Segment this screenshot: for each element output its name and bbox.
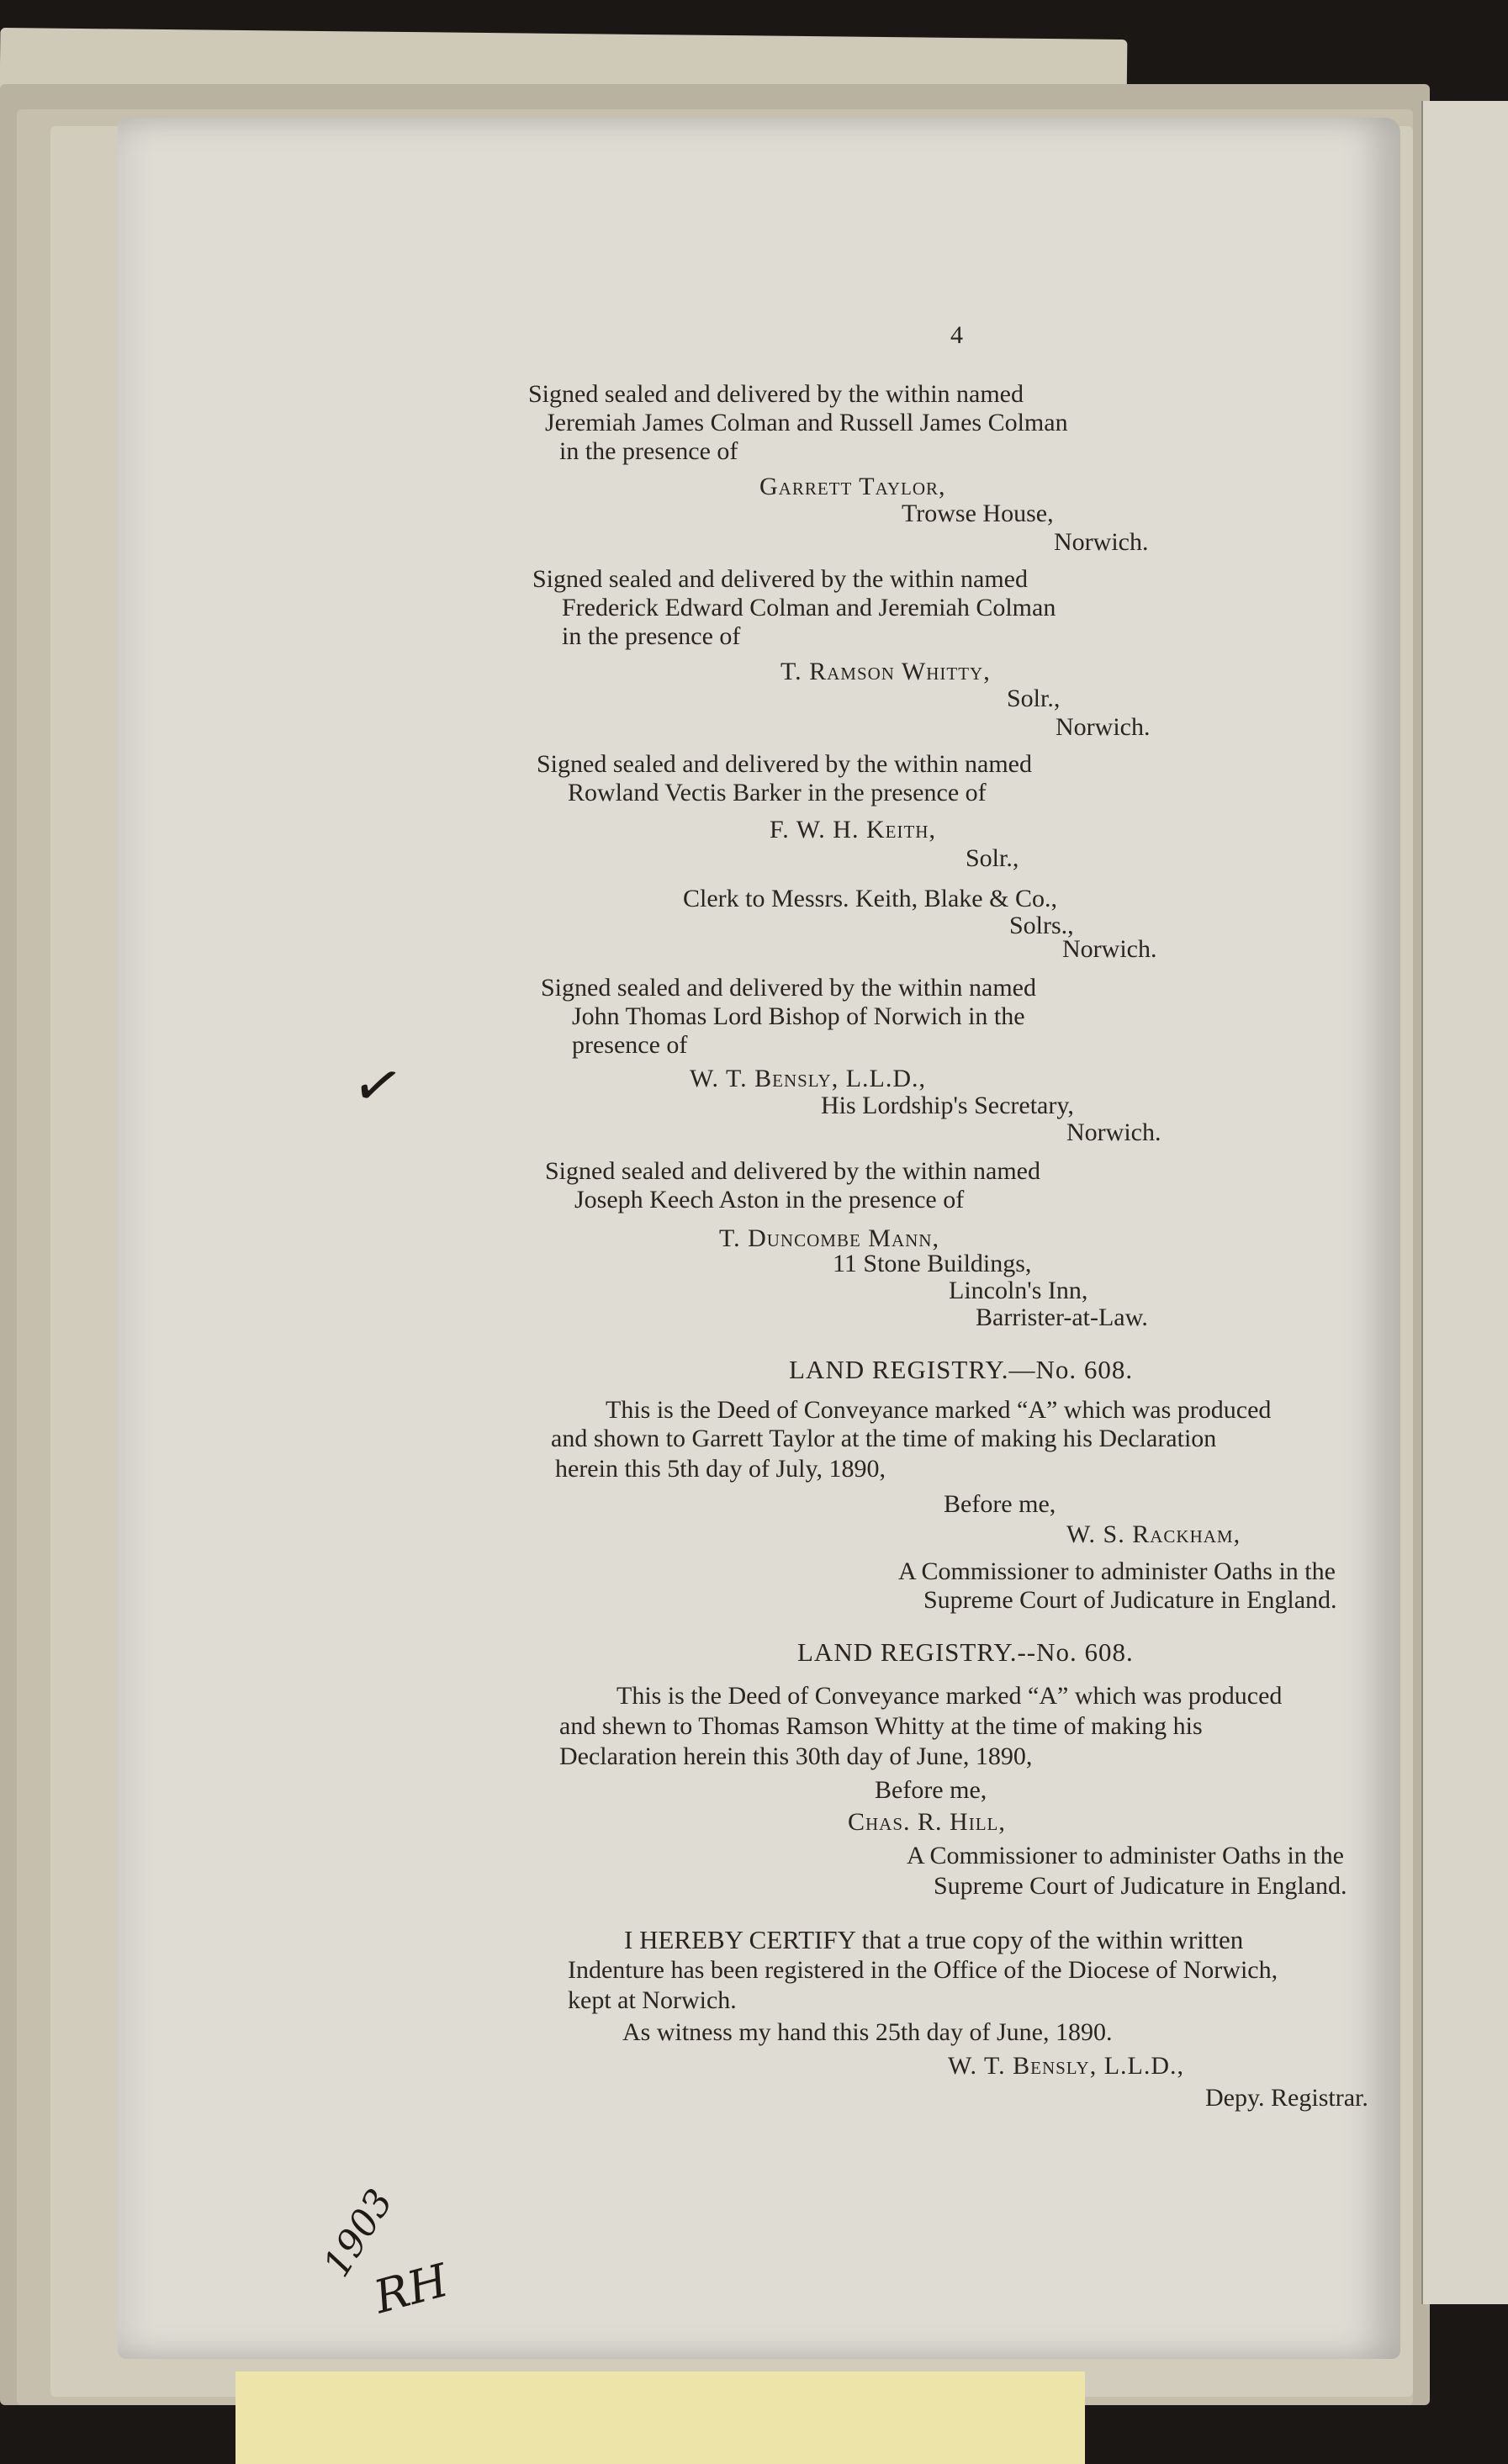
certificate-line: Indenture has been registered in the Office of the Diocese of Norwich, bbox=[568, 1956, 1278, 1984]
registry-heading: LAND REGISTRY.--No. 608. bbox=[797, 1637, 1134, 1667]
commissioner-name: Chas. R. Hill, bbox=[848, 1808, 1006, 1836]
registry-line: and shown to Garrett Taylor at the time of making his Declaration bbox=[551, 1425, 1217, 1452]
witness-detail: Norwich. bbox=[1066, 1118, 1161, 1146]
registry-line: This is the Deed of Conveyance marked “A” which was produced bbox=[606, 1396, 1272, 1424]
attestation-line: Signed sealed and delivered by the within named bbox=[532, 565, 1028, 593]
certificate-line: I HEREBY CERTIFY that a true copy of the within written bbox=[624, 1925, 1244, 1954]
attestation-line: Signed sealed and delivered by the within named bbox=[545, 1157, 1040, 1185]
registrar-name: W. T. Bensly, L.L.D., bbox=[948, 2052, 1185, 2080]
witness-detail: Norwich. bbox=[1056, 713, 1151, 741]
witness-detail: Clerk to Messrs. Keith, Blake & Co., bbox=[683, 885, 1057, 912]
commissioner-title: A Commissioner to administer Oaths in the bbox=[898, 1557, 1336, 1585]
attestation-line: Joseph Keech Aston in the presence of bbox=[574, 1186, 965, 1213]
witness-name: T. Duncombe Mann, bbox=[719, 1224, 939, 1252]
registry-before: Before me, bbox=[875, 1776, 987, 1804]
witness-detail: Norwich. bbox=[1054, 528, 1149, 556]
registry-heading: LAND REGISTRY.—No. 608. bbox=[789, 1355, 1134, 1384]
witness-detail: Norwich. bbox=[1062, 935, 1157, 963]
witness-name: W. T. Bensly, L.L.D., bbox=[690, 1065, 927, 1092]
attestation-line: Frederick Edward Colman and Jeremiah Colman bbox=[562, 594, 1056, 621]
registry-line: This is the Deed of Conveyance marked “A” which was produced bbox=[616, 1682, 1283, 1710]
attestation-line: in the presence of bbox=[559, 437, 738, 465]
commissioner-title: Supreme Court of Judicature in England. bbox=[934, 1872, 1347, 1900]
registry-line: Declaration herein this 30th day of June, 1890, bbox=[559, 1742, 1033, 1770]
commissioner-title: Supreme Court of Judicature in England. bbox=[923, 1586, 1337, 1614]
commissioner-name: W. S. Rackham, bbox=[1066, 1520, 1241, 1548]
registry-before: Before me, bbox=[944, 1490, 1056, 1518]
registry-line: and shewn to Thomas Ramson Whitty at the time of making his bbox=[559, 1712, 1203, 1740]
witness-name: Garrett Taylor, bbox=[759, 473, 946, 500]
witness-detail: Solr., bbox=[1007, 685, 1061, 712]
binding-tab bbox=[235, 2371, 1085, 2464]
attestation-line: Signed sealed and delivered by the within named bbox=[541, 974, 1036, 1002]
commissioner-title: A Commissioner to administer Oaths in the bbox=[907, 1842, 1344, 1869]
witness-detail: Solrs., bbox=[1009, 912, 1074, 939]
certificate-witness-line: As witness my hand this 25th day of June, 1890. bbox=[622, 2018, 1113, 2046]
handwritten-initials: RH bbox=[368, 2253, 454, 2324]
witness-name: F. W. H. Keith, bbox=[770, 816, 936, 843]
witness-detail: Trowse House, bbox=[902, 500, 1054, 527]
certificate-line: kept at Norwich. bbox=[568, 1986, 737, 2014]
tick-mark-icon: ✓ bbox=[347, 1046, 410, 1125]
attestation-line: Signed sealed and delivered by the within named bbox=[537, 750, 1032, 778]
witness-detail: Barrister-at-Law. bbox=[976, 1303, 1148, 1331]
witness-detail: 11 Stone Buildings, bbox=[833, 1250, 1032, 1277]
registry-line: herein this 5th day of July, 1890, bbox=[555, 1455, 886, 1483]
attestation-line: Rowland Vectis Barker in the presence of bbox=[568, 779, 987, 806]
attestation-line: presence of bbox=[572, 1031, 688, 1059]
handwritten-annotation: 1903 bbox=[315, 2181, 402, 2285]
attestation-line: John Thomas Lord Bishop of Norwich in the bbox=[572, 1002, 1025, 1030]
witness-detail: His Lordship's Secretary, bbox=[821, 1092, 1074, 1119]
attestation-line: Jeremiah James Colman and Russell James Colman bbox=[545, 409, 1068, 436]
registrar-title: Depy. Registrar. bbox=[1205, 2084, 1368, 2112]
witness-detail: Lincoln's Inn, bbox=[949, 1277, 1088, 1304]
attestation-line: Signed sealed and delivered by the within named bbox=[528, 380, 1024, 408]
facing-page-edge bbox=[1421, 101, 1508, 2304]
page-number: 4 bbox=[950, 321, 963, 349]
attestation-line: in the presence of bbox=[562, 622, 741, 650]
witness-name: T. Ramson Whitty, bbox=[780, 658, 991, 685]
witness-detail: Solr., bbox=[966, 844, 1019, 872]
